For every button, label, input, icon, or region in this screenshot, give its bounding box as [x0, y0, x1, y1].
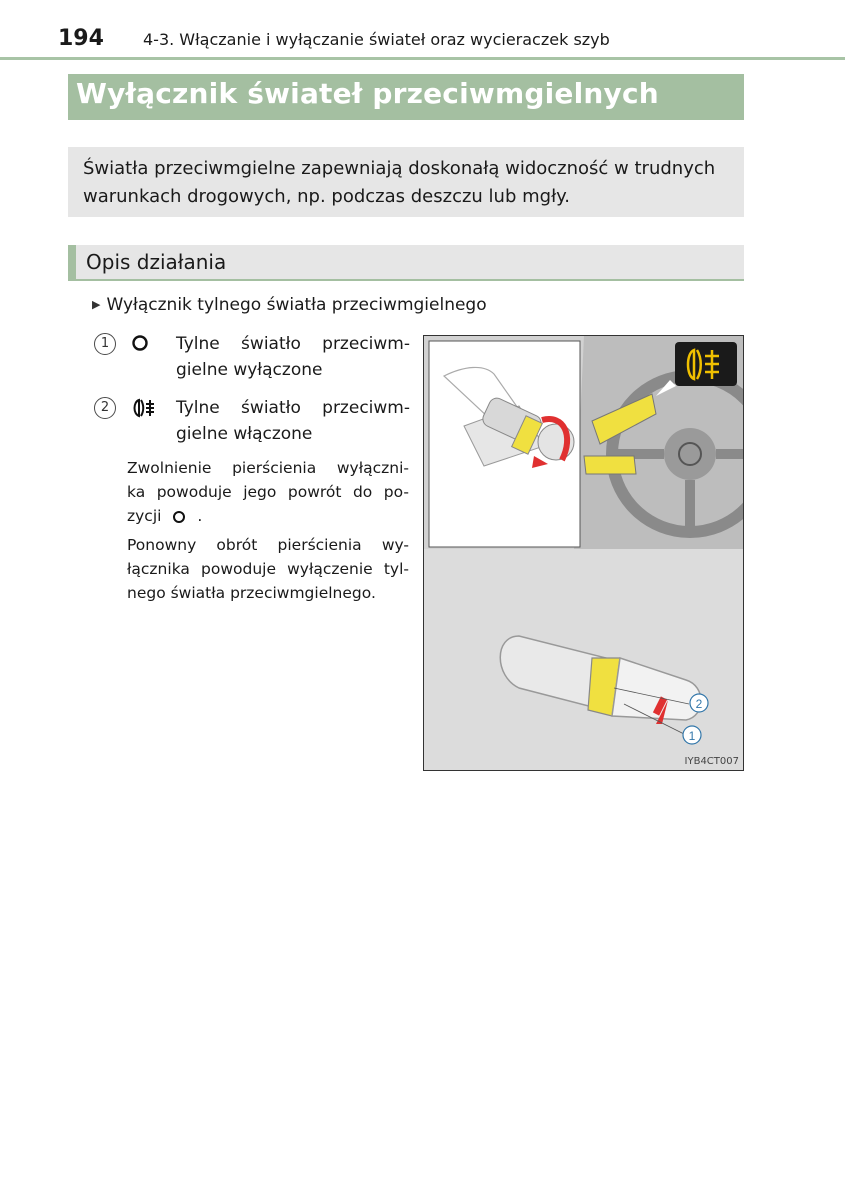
section-title: Wyłącznik świateł przeciwmgielnych [76, 77, 659, 110]
note-release [127, 456, 409, 528]
item-1-line2: gielne wyłączone [176, 360, 323, 380]
fog-switch-illustration [423, 335, 744, 771]
fog-off-icon [170, 508, 192, 524]
section-title-bar [68, 74, 744, 120]
item-1-line1: Tylne światło przeciwm- [176, 334, 410, 354]
note-turn-again [127, 533, 409, 605]
fog-off-icon [130, 333, 150, 361]
item-2-line1: Tylne światło przeciwm- [176, 398, 410, 418]
note1-period: . [197, 507, 203, 525]
note1-line3-text: zycji [127, 507, 162, 525]
rear-fog-light-icon [130, 397, 156, 427]
subsection-title: Opis działania [86, 250, 227, 274]
intro-text: Światła przeciwmgielne zapewniają doskonałą widoczność w trudnych warunkach drogowych, np. podczas deszczu lub mgły. [83, 158, 716, 207]
page-number: 194 [58, 26, 104, 51]
note2-line1: Ponowny obrót pierścienia wy- [127, 536, 409, 554]
note1-line1: Zwolnienie pierścienia wyłączni- [127, 459, 409, 477]
list-item [94, 331, 414, 387]
item-2-line2: gielne włączone [176, 424, 313, 444]
intro-box [68, 147, 744, 217]
note1-line3 [127, 504, 409, 528]
running-title: 4-3. Włączanie i wyłączanie świateł oraz wycieraczek szyb [143, 30, 610, 49]
illustration-svg [424, 336, 743, 770]
subsection-bar [68, 245, 744, 281]
note1-line2: ka powoduje jego powrót do po- [127, 483, 409, 501]
callout-number-2: 2 [94, 397, 116, 419]
bullet-text: Wyłącznik tylnego światła przeciwmgielnego [106, 295, 487, 315]
figure-callout-2: 2 [695, 697, 703, 711]
callout-number-1: 1 [94, 333, 116, 355]
bullet-line [92, 295, 487, 315]
note2-line2: łącznika powoduje wyłączenie tyl- [127, 560, 409, 578]
triangle-bullet-icon: ▶ [92, 298, 101, 311]
header-rule [0, 57, 845, 60]
subsection-accent [68, 245, 76, 279]
note2-line3: nego światła przeciwmgielnego. [127, 584, 376, 602]
figure-callout-1: 1 [688, 729, 696, 743]
figure-code: IYB4CT007 [684, 756, 739, 767]
list-item [94, 395, 414, 451]
